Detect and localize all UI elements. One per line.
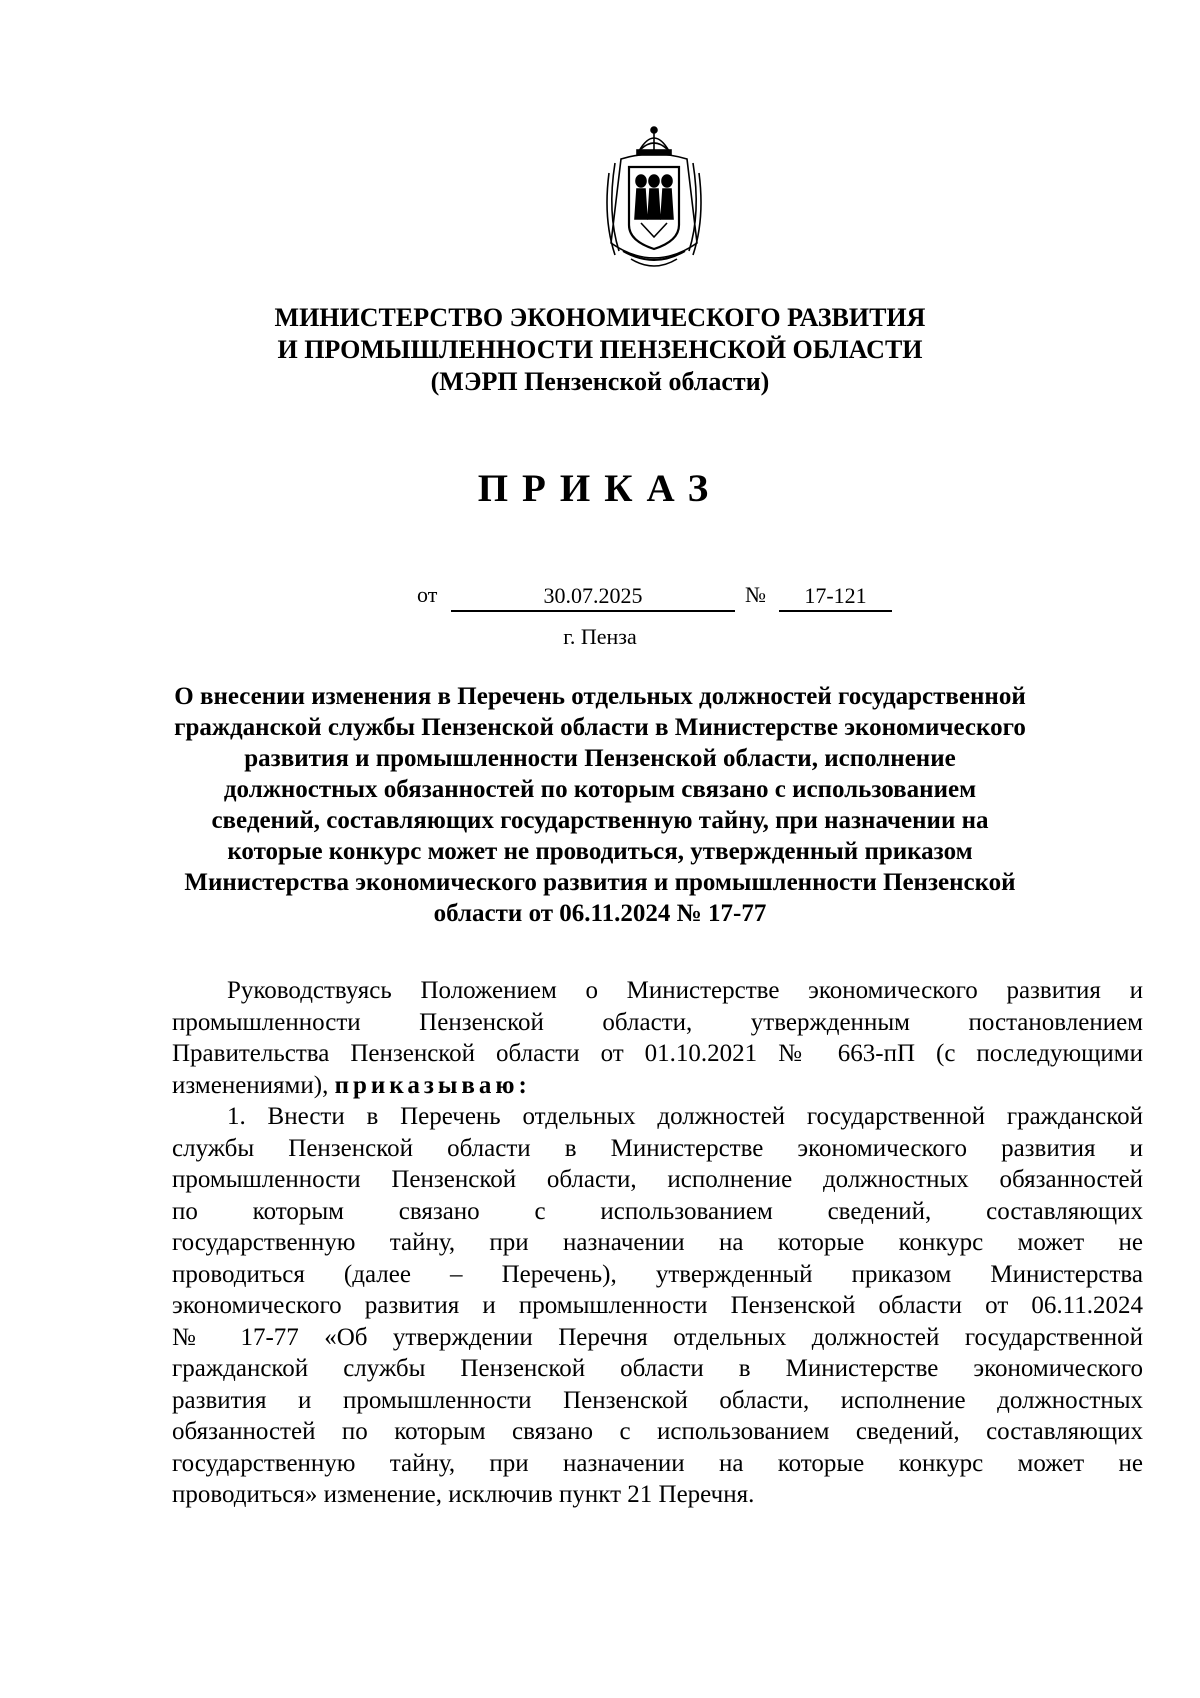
item-line: службы Пензенской области в Министерстве экономического развития и xyxy=(172,1134,1143,1162)
order-word: приказываю: xyxy=(334,1071,531,1099)
preamble-line: Руководствуясь Положением о Министерстве экономического развития и xyxy=(227,977,1143,1004)
ministry-name-line-2: И ПРОМЫШЛЕННОСТИ ПЕНЗЕНСКОЙ ОБЛАСТИ xyxy=(277,335,923,364)
item-line: проводиться (далее – Перечень), утвержденный приказом Министерства xyxy=(172,1260,1143,1288)
item-line: проводиться» изменение, исключив пункт 21 Перечня. xyxy=(172,1481,755,1508)
subject-line: гражданской службы Пензенской области в Министерстве экономического xyxy=(174,714,1026,741)
item-line: государственную тайну, при назначении на которые конкурс может не xyxy=(172,1229,1143,1256)
item-line: 1. Внести в Перечень отдельных должностей государственной гражданской xyxy=(227,1103,1143,1130)
date-prefix: от xyxy=(417,582,438,607)
number-prefix: № xyxy=(745,582,766,607)
preamble-line: Правительства Пензенской области от 01.10.2021 № 663-пП (с последующими xyxy=(172,1040,1143,1067)
item-line: № 17-77 «Об утверждении Перечня отдельных должностей государственной xyxy=(172,1323,1143,1351)
order-body xyxy=(172,975,1143,1511)
item-line: гражданской службы Пензенской области в Министерстве экономического xyxy=(172,1355,1143,1382)
subject-line: должностных обязанностей по которым связано с использованием xyxy=(223,776,977,803)
item-line: по которым связано с использованием сведений, составляющих xyxy=(172,1197,1143,1225)
order-date: 30.07.2025 xyxy=(451,582,735,612)
ministry-short-name: (МЭРП Пензенской области) xyxy=(430,367,770,396)
subject-line: Министерства экономического развития и промышленности Пензенской xyxy=(184,869,1016,896)
coat-of-arms-emblem xyxy=(601,123,707,273)
subject-line: развития и промышленности Пензенской области, исполнение xyxy=(244,745,956,772)
date-number-line xyxy=(0,582,1200,614)
preamble-last-line xyxy=(172,1070,1143,1102)
item-line: обязанностей по которым связано с использованием сведений, составляющих xyxy=(172,1418,1143,1445)
subject-line: области от 06.11.2024 № 17-77 xyxy=(433,900,767,927)
subject-line: которые конкурс может не проводиться, утвержденный приказом xyxy=(227,838,973,865)
item-line: промышленности Пензенской области, исполнение должностных обязанностей xyxy=(172,1166,1143,1193)
document-type-title: ПРИКАЗ xyxy=(477,467,723,510)
item-line: государственную тайну, при назначении на которые конкурс может не xyxy=(172,1449,1143,1477)
subject-line: сведений, составляющих государственную тайну, при назначении на xyxy=(211,807,989,834)
item-line: развития и промышленности Пензенской области, исполнение должностных xyxy=(172,1386,1143,1414)
subject-line: О внесении изменения в Перечень отдельных должностей государственной xyxy=(174,683,1026,710)
ministry-name-line-1: МИНИСТЕРСТВО ЭКОНОМИЧЕСКОГО РАЗВИТИЯ xyxy=(274,303,926,332)
preamble-line: промышленности Пензенской области, утвержденным постановлением xyxy=(172,1008,1143,1036)
item-line: экономического развития и промышленности Пензенской области от 06.11.2024 xyxy=(172,1292,1143,1319)
preamble-text: изменениями), xyxy=(172,1071,329,1099)
ministry-name xyxy=(0,302,1200,398)
order-number: 17-121 xyxy=(779,582,892,612)
order-subject xyxy=(150,681,1050,929)
city: г. Пенза xyxy=(563,624,637,649)
